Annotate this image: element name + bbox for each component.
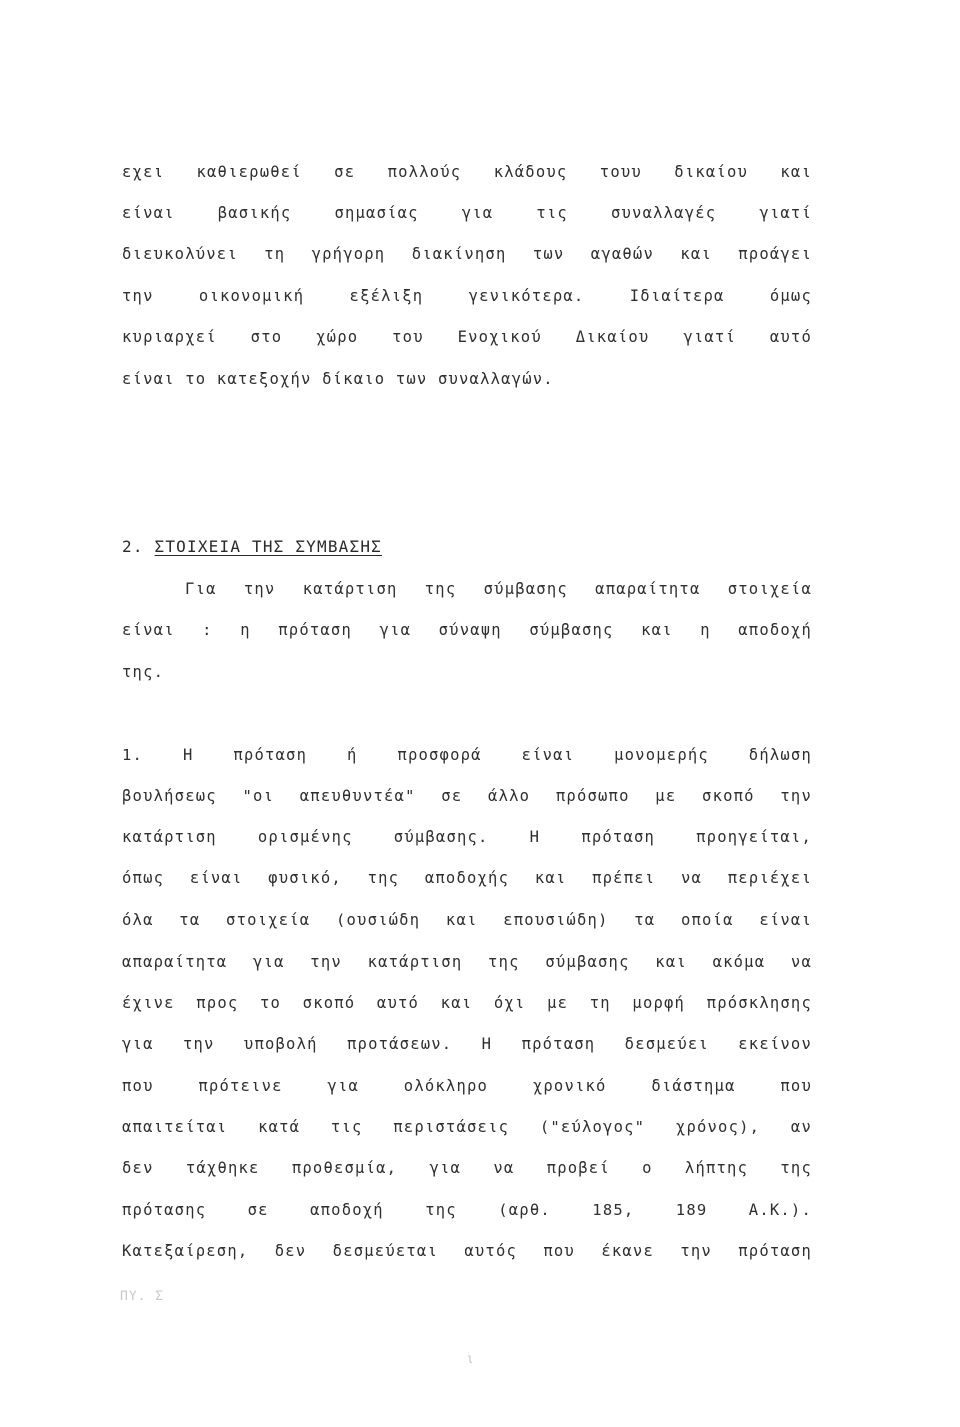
paragraph-line: εχει καθιερωθεί σε πολλούς κλάδους τουυ δικαίου και (122, 163, 812, 181)
paragraph-line: έχινε προς το σκοπό αυτό και όχι με τη μορφή πρόσκλησης (122, 994, 812, 1012)
paragraph-line: κυριαρχεί στο χώρο του Ενοχικού Δικαίου γιατί αυτό (122, 328, 812, 346)
paragraph-line: 1. Η πρόταση ή προσφορά είναι μονομερής δήλωση (122, 746, 812, 764)
paragraph-line: την οικονομική εξέλιξη γενικότερα. Ιδιαίτερα όμως (122, 287, 812, 305)
paragraph-line: διευκολύνει τη γρήγορη διακίνηση των αγαθών και προάγει (122, 245, 812, 263)
paragraph-line: Κατεξαίρεση, δεν δεσμεύεται αυτός που έκανε την πρόταση (122, 1242, 812, 1260)
paragraph-line: είναι το κατεξοχήν δίκαιο των συναλλαγών. (122, 370, 554, 388)
paragraph-line: απαραίτητα για την κατάρτιση της σύμβασης και ακόμα να (122, 953, 812, 971)
section-title: ΣΤΟΙΧΕΙΑ ΤΗΣ ΣΥΜΒΑΣΗΣ (154, 537, 383, 556)
paragraph-line: που πρότεινε για ολόκληρο χρονικό διάστημα που (122, 1077, 812, 1095)
faint-scan-mark: ΠΥ. Σ (120, 1289, 165, 1304)
paragraph-line: απαιτείται κατά τις περιστάσεις ("εύλογος" χρόνος), αν (122, 1118, 812, 1136)
section-heading (122, 537, 382, 557)
paragraph-line: βουλήσεως "οι απευθυντέα" σε άλλο πρόσωπο με σκοπό την (122, 787, 812, 805)
paragraph-line: είναι : η πρόταση για σύναψη σύμβασης και η αποδοχή (122, 621, 812, 639)
paragraph-line: της. (122, 663, 165, 681)
section-number: 2. (122, 537, 144, 556)
paragraph-line: όπως είναι φυσικό, της αποδοχής και πρέπει να περιέχει (122, 869, 812, 887)
faint-scan-mark: ι (466, 1352, 475, 1367)
paragraph-line: πρότασης σε αποδοχή της (αρθ. 185, 189 Α.Κ.). (122, 1201, 812, 1219)
paragraph-line: είναι βασικής σημασίας για τις συναλλαγές γιατί (122, 204, 812, 222)
paragraph-line: για την υποβολή προτάσεων. Η πρόταση δεσμεύει εκείνον (122, 1035, 812, 1053)
paragraph-line: όλα τα στοιχεία (ουσιώδη και επουσιώδη) τα οποία είναι (122, 911, 812, 929)
paragraph-line: δεν τάχθηκε προθεσμία, για να προβεί ο λήπτης της (122, 1159, 812, 1177)
paragraph-line: Για την κατάρτιση της σύμβασης απαραίτητα στοιχεία (185, 580, 812, 598)
paragraph-line: κατάρτιση ορισμένης σύμβασης. Η πρόταση προηγείται, (122, 828, 812, 846)
